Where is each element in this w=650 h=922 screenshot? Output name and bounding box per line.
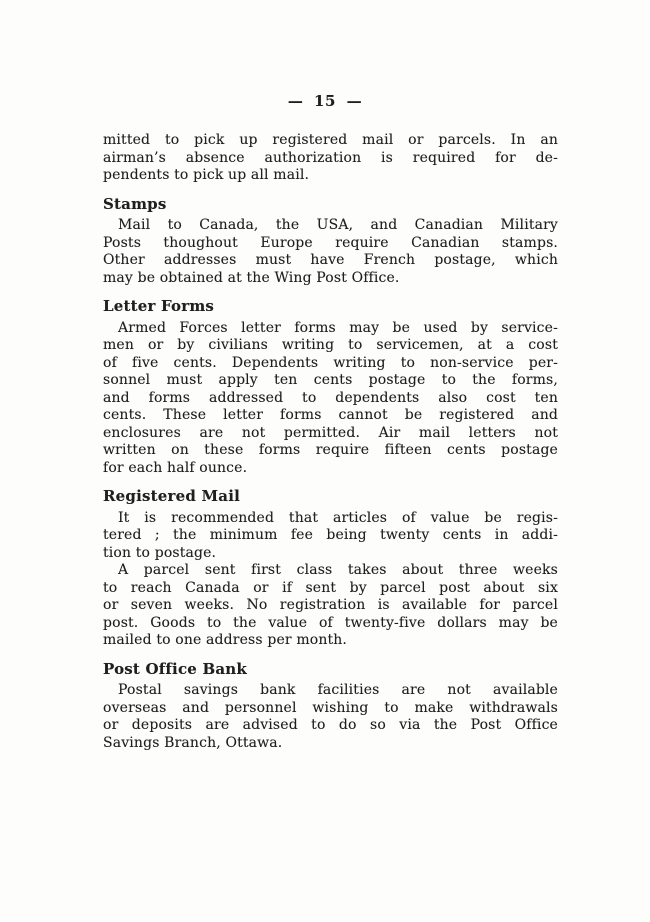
paragraph-registered-mail-2 [103,562,558,650]
text-line: Posts thoughout Europe require Canadian stamps. [103,234,558,251]
text-line: tered ; the minimum fee being twenty cents in addi- [103,527,558,543]
text-block [103,132,558,752]
text-line: post. Goods to the value of twenty-five dollars may be [103,614,558,631]
text-line: written on these forms require fifteen cents postage [103,442,558,458]
text-line: cents. These letter forms cannot be registered and [103,407,558,423]
text-line: Other addresses must have French postage, which [103,252,558,268]
section-heading-registered-mail: Registered Mail [103,487,240,505]
section-heading-stamps: Stamps [103,194,167,213]
text-line: for each half ounce. [103,459,248,476]
text-line: sonnel must apply ten cents postage to the forms, [103,372,558,388]
text-line: Savings Branch, Ottawa. [103,734,283,751]
text-line: pendents to pick up all mail. [103,167,310,183]
text-line: of five cents. Dependents writing to non-service per- [103,354,558,371]
text-line: men or by civilians writing to servicemen, at a cost [103,337,558,353]
text-line: enclosures are not permitted. Air mail letters not [103,424,558,441]
section-heading-letter-forms: Letter Forms [103,297,215,315]
paragraph-post-office-bank [103,682,558,752]
text-line: airman’s absence authorization is required for de- [103,149,558,166]
text-line: tion to postage. [103,544,217,561]
paragraph-letter-forms [103,320,558,478]
section-heading-post-office-bank: Post Office Bank [103,659,247,678]
text-line: overseas and personnel wishing to make withdrawals [103,699,558,716]
text-line: It is recommended that articles of value be regis- [118,509,558,526]
text-line: to reach Canada or if sent by parcel post about six [103,579,558,596]
text-line: Armed Forces letter forms may be used by service- [118,319,558,336]
text-line: A parcel sent first class takes about three weeks [118,562,558,578]
text-line: or seven weeks. No registration is available for parcel [103,597,558,613]
paragraph-registered-mail-1 [103,510,558,563]
text-line: Mail to Canada, the USA, and Canadian Military [118,217,558,233]
text-line: may be obtained at the Wing Post Office. [103,269,400,286]
text-line: or deposits are advised to do so via the Post Office [103,717,558,733]
page-number: — 15 — [287,92,363,110]
paragraph-continuation [103,132,558,185]
text-line: Postal savings bank facilities are not available [118,682,558,698]
paragraph-stamps [103,217,558,287]
text-line: mitted to pick up registered mail or parcels. In an [103,132,558,148]
text-line: and forms addressed to dependents also cost ten [103,389,558,406]
text-line: mailed to one address per month. [103,632,348,648]
